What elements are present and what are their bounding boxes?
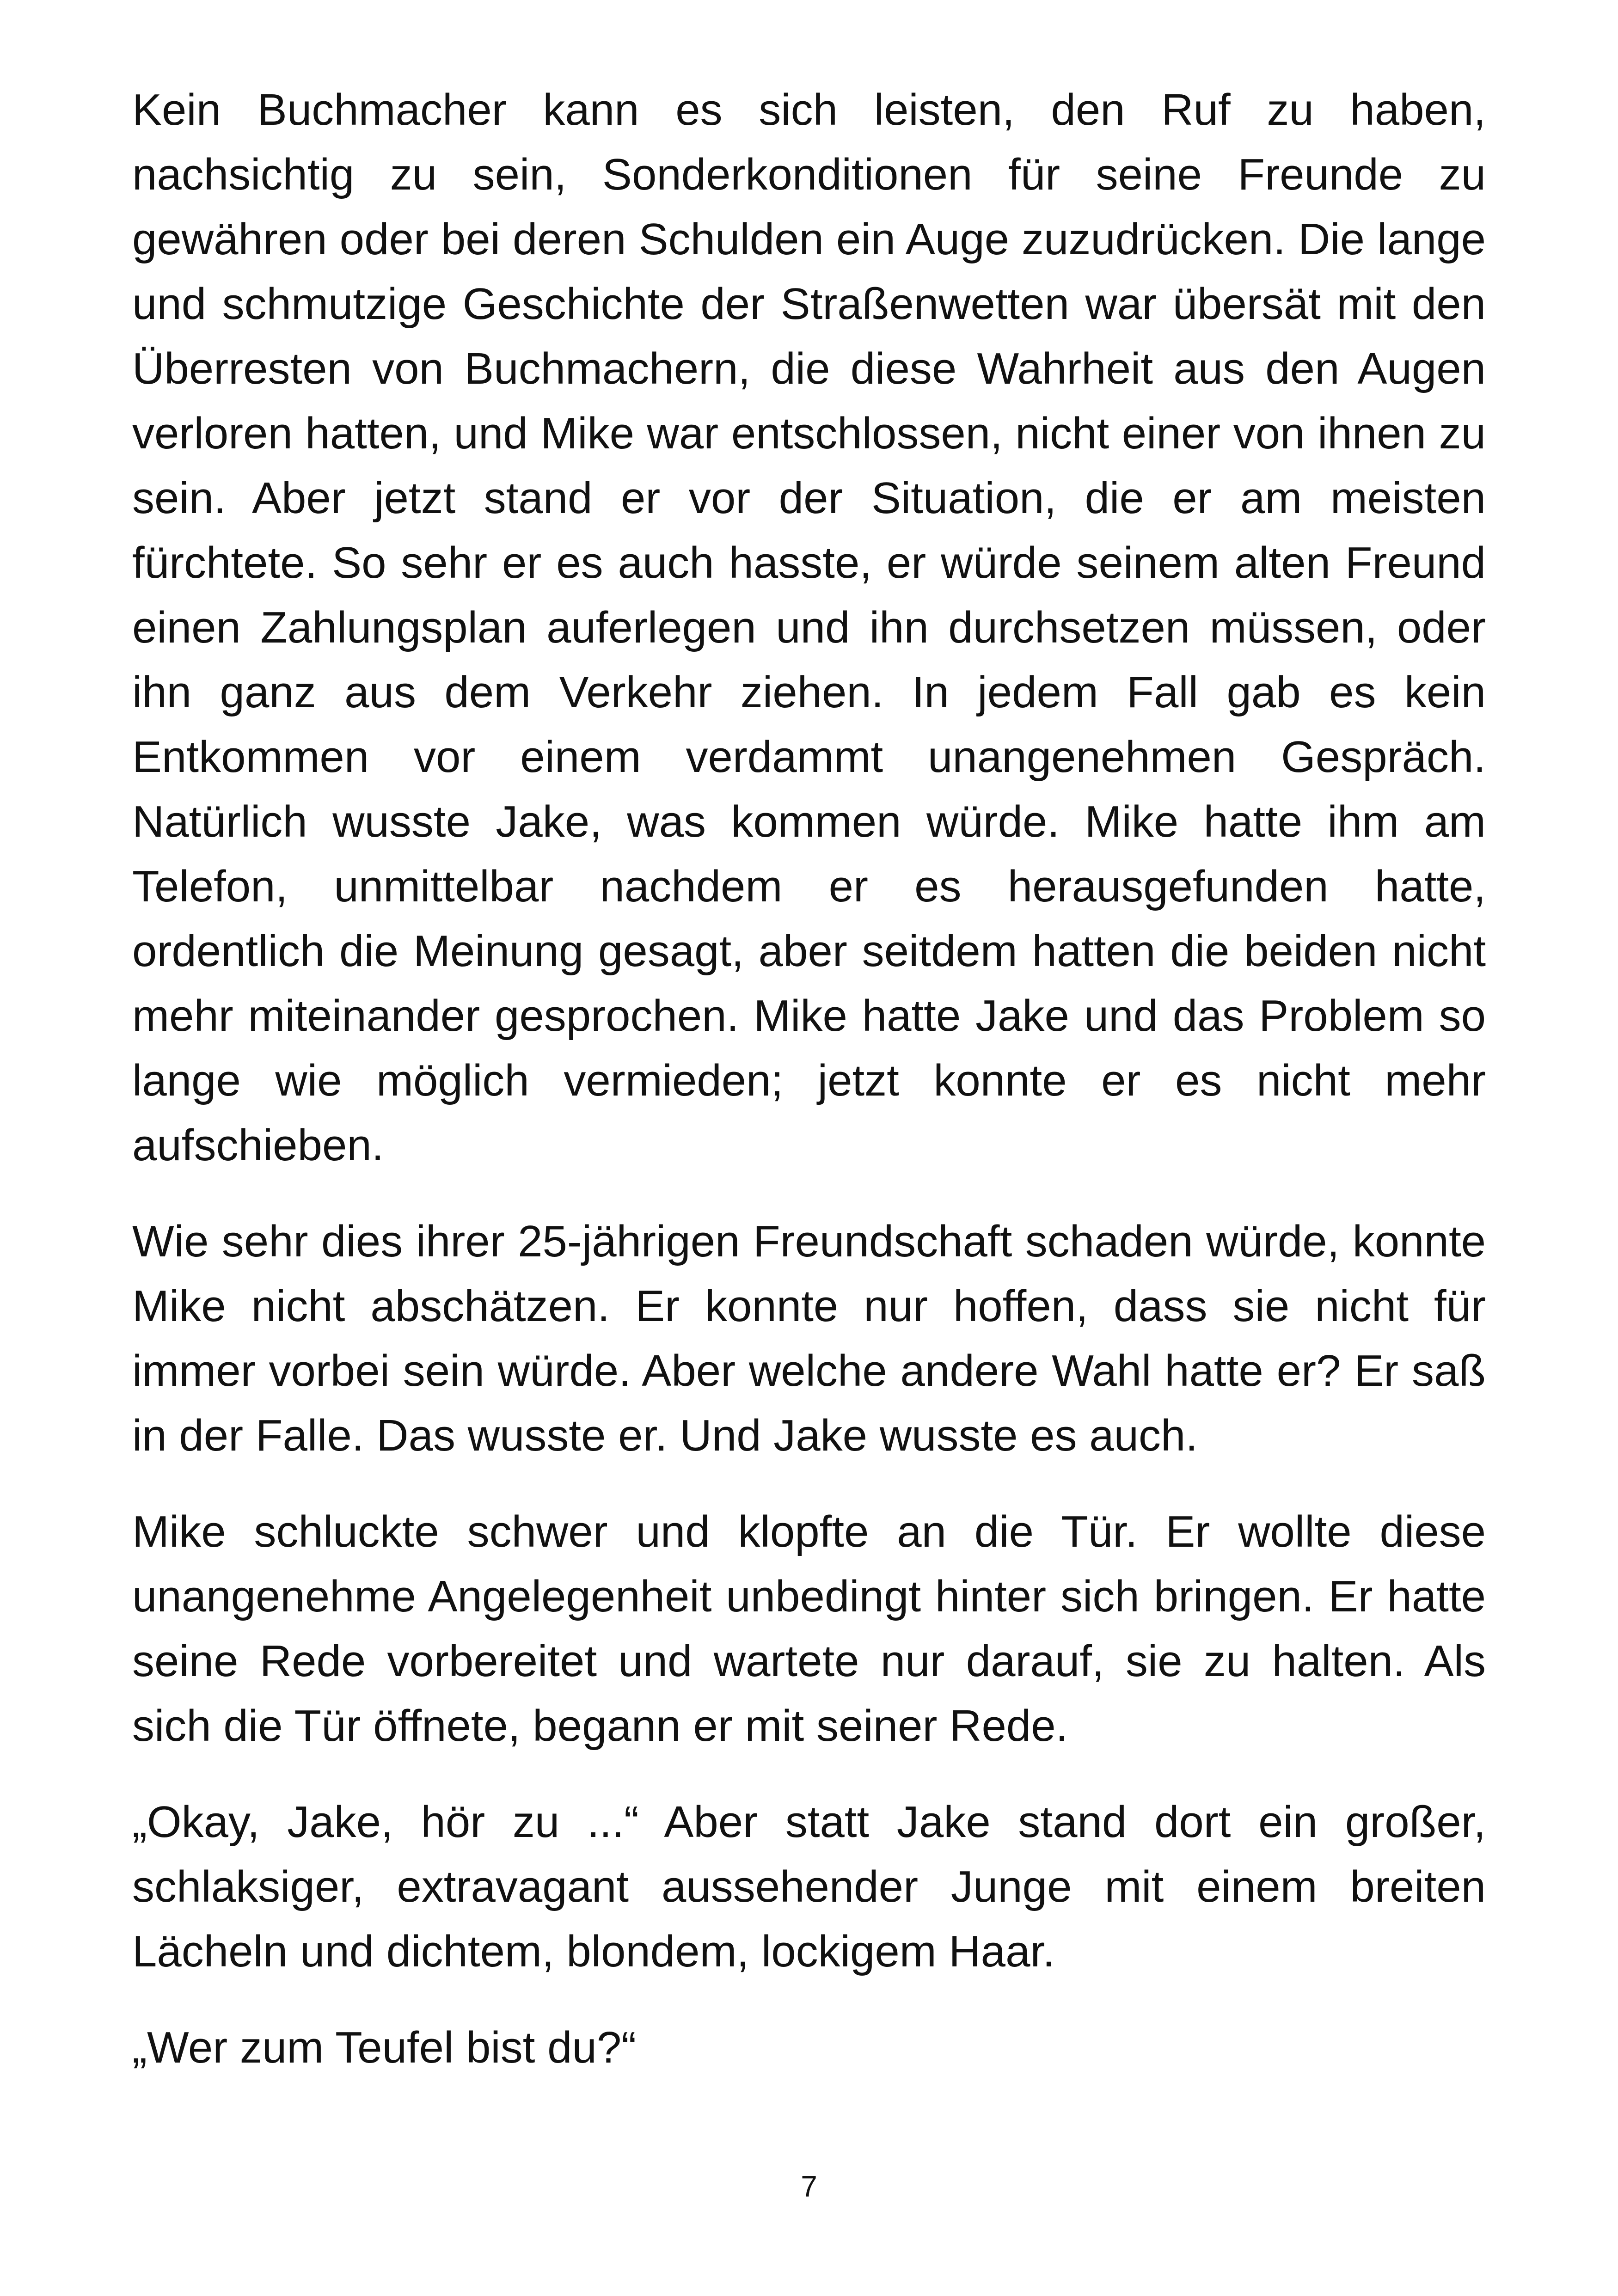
- paragraph-2: Wie sehr dies ihrer 25-jährigen Freundschaft schaden würde, konnte Mike nicht abschätzen. Er konnte nur hoffen, dass sie nicht für immer vorbei sein würde. Aber welche andere Wahl hatte er? Er saß in der Falle. Das wusste er. Und Jake wusste es auch.: [132, 1217, 1486, 1460]
- paragraph-5: „Wer zum Teufel bist du?“: [132, 2023, 637, 2072]
- body-text: [132, 78, 1486, 2080]
- paragraph-1: Kein Buchmacher kann es sich leisten, den Ruf zu haben, nachsichtig zu sein, Sonderkonditionen für seine Freunde zu gewähren oder bei deren Schulden ein Auge zuzudrücken. Die lange und schmutzige Geschichte der Straßenwetten war übersät mit den Überresten von Buchmachern, die diese Wahrheit aus den Augen verloren hatten, und Mike war entschlossen, nicht einer von ihnen zu sein. Aber jetzt stand er vor der Situation, die er am meisten fürchtete. So sehr er es auch hasste, er würde seinem alten Freund einen Zahlungsplan auferlegen und ihn durchsetzen müssen, oder ihn ganz aus dem Verkehr ziehen. In jedem Fall gab es kein Entkommen vor einem verdammt unangenehmen Gespräch. Natürlich wusste Jake, was kommen würde. Mike hatte ihm am Telefon, unmittelbar nachdem er es herausgefunden hatte, ordentlich die Meinung gesagt, aber seitdem hatten die beiden nicht mehr miteinander gesprochen. Mike hatte Jake und das Problem so lange wie möglich vermieden; jetzt konnte er es nicht mehr aufschieben.: [132, 85, 1486, 1170]
- paragraph-4: „Okay, Jake, hör zu ...“ Aber statt Jake stand dort ein großer, schlaksiger, extravagant aussehender Junge mit einem breiten Lächeln und dichtem, blondem, lockigem Haar.: [132, 1797, 1486, 1976]
- page-number: 7: [801, 2170, 817, 2203]
- paragraph-3: Mike schluckte schwer und klopfte an die Tür. Er wollte diese unangenehme Angelegenheit unbedingt hinter sich bringen. Er hatte seine Rede vorbereitet und wartete nur darauf, sie zu halten. Als sich die Tür öffnete, begann er mit seiner Rede.: [132, 1507, 1486, 1751]
